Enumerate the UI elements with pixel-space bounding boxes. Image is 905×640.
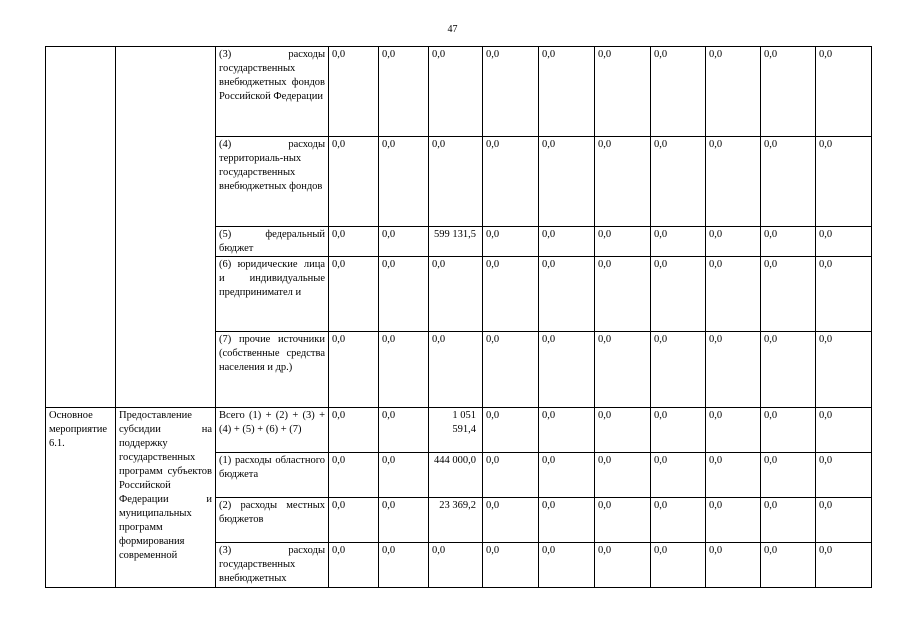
value-cell: 0,0 [651,408,706,453]
value-cell: 0,0 [329,498,379,543]
value-cell: 0,0 [651,332,706,408]
empty-label-cell [46,47,116,408]
value-cell: 0,0 [761,257,816,332]
value-cell: 0,0 [816,47,872,137]
value-cell: 0,0 [329,408,379,453]
value-cell: 0,0 [761,47,816,137]
value-cell: 0,0 [379,453,429,498]
funding-source-cell: (3) расходы государственных внебюджетных [216,543,329,588]
value-cell: 0,0 [761,137,816,227]
value-cell: 0,0 [429,47,483,137]
value-cell: 0,0 [483,453,539,498]
value-cell: 0,0 [595,137,651,227]
value-cell: 0,0 [816,227,872,257]
value-cell: 0,0 [539,543,595,588]
budget-table-body [46,47,872,588]
value-cell: 0,0 [429,257,483,332]
funding-source-cell: (2) расходы местных бюджетов [216,498,329,543]
funding-source-cell: (6) юридические лица и индивидуальные предпринимател и [216,257,329,332]
value-cell: 444 000,0 [429,453,483,498]
value-cell: 0,0 [483,47,539,137]
value-cell: 0,0 [651,498,706,543]
value-cell: 0,0 [706,408,761,453]
value-cell: 0,0 [761,227,816,257]
value-cell: 0,0 [761,498,816,543]
value-cell: 0,0 [379,332,429,408]
value-cell: 0,0 [329,257,379,332]
value-cell: 0,0 [761,408,816,453]
value-cell: 0,0 [595,498,651,543]
value-cell: 0,0 [651,227,706,257]
value-cell: 0,0 [329,332,379,408]
value-cell: 0,0 [429,543,483,588]
value-cell: 0,0 [651,47,706,137]
value-cell: 0,0 [329,453,379,498]
value-cell: 0,0 [483,137,539,227]
funding-source-cell: (5) федеральный бюджет [216,227,329,257]
value-cell: 0,0 [329,543,379,588]
value-cell: 0,0 [329,47,379,137]
value-cell: 0,0 [483,543,539,588]
value-cell: 0,0 [706,257,761,332]
value-cell: 0,0 [539,498,595,543]
value-cell: 0,0 [595,453,651,498]
measure-description-cell: Предоставление субсидии на поддержку государственных программ субъектов Российской Федерации и муниципальных программ формирования современной [116,408,216,588]
value-cell: 0,0 [539,257,595,332]
value-cell: 0,0 [379,408,429,453]
funding-source-cell: (3) расходы государственных внебюджетных фондов Российской Федерации [216,47,329,137]
value-cell: 0,0 [706,227,761,257]
value-cell: 0,0 [595,257,651,332]
value-cell: 0,0 [816,408,872,453]
value-cell: 0,0 [706,453,761,498]
value-cell: 0,0 [706,47,761,137]
value-cell: 0,0 [539,227,595,257]
value-cell: 0,0 [539,137,595,227]
value-cell: 0,0 [651,257,706,332]
value-cell: 0,0 [483,408,539,453]
value-cell: 0,0 [816,137,872,227]
value-cell: 0,0 [483,227,539,257]
budget-table [45,46,872,588]
value-cell: 0,0 [379,47,429,137]
value-cell: 0,0 [429,137,483,227]
funding-source-cell: (1) расходы областного бюджета [216,453,329,498]
value-cell: 599 131,5 [429,227,483,257]
page-number: 47 [447,24,458,35]
value-cell: 0,0 [379,227,429,257]
value-cell: 0,0 [329,137,379,227]
value-cell: 0,0 [483,498,539,543]
value-cell: 0,0 [595,227,651,257]
measure-label-cell: Основное мероприятие 6.1. [46,408,116,588]
value-cell: 0,0 [379,137,429,227]
value-cell: 1 051 591,4 [429,408,483,453]
value-cell: 0,0 [539,332,595,408]
value-cell: 0,0 [329,227,379,257]
empty-description-cell [116,47,216,408]
value-cell: 0,0 [429,332,483,408]
value-cell: 0,0 [539,408,595,453]
value-cell: 0,0 [379,543,429,588]
value-cell: 0,0 [761,453,816,498]
value-cell: 0,0 [539,47,595,137]
value-cell: 0,0 [651,137,706,227]
value-cell: 0,0 [761,543,816,588]
value-cell: 0,0 [595,332,651,408]
value-cell: 23 369,2 [429,498,483,543]
value-cell: 0,0 [706,137,761,227]
value-cell: 0,0 [816,332,872,408]
value-cell: 0,0 [761,332,816,408]
value-cell: 0,0 [816,543,872,588]
value-cell: 0,0 [706,543,761,588]
funding-source-cell: (7) прочие источники (собственные средства населения и др.) [216,332,329,408]
funding-source-cell: (4) расходы территориаль-ных государственных внебюджетных фондов [216,137,329,227]
value-cell: 0,0 [651,453,706,498]
value-cell: 0,0 [595,47,651,137]
value-cell: 0,0 [483,257,539,332]
value-cell: 0,0 [379,498,429,543]
value-cell: 0,0 [816,498,872,543]
value-cell: 0,0 [595,408,651,453]
value-cell: 0,0 [379,257,429,332]
table-row [46,408,872,453]
value-cell: 0,0 [651,543,706,588]
value-cell: 0,0 [706,498,761,543]
value-cell: 0,0 [595,543,651,588]
table-row [46,47,872,137]
value-cell: 0,0 [539,453,595,498]
value-cell: 0,0 [706,332,761,408]
value-cell: 0,0 [816,257,872,332]
value-cell: 0,0 [816,453,872,498]
funding-source-cell: Всего (1) + (2) + (3) + (4) + (5) + (6) + (7) [216,408,329,453]
value-cell: 0,0 [483,332,539,408]
